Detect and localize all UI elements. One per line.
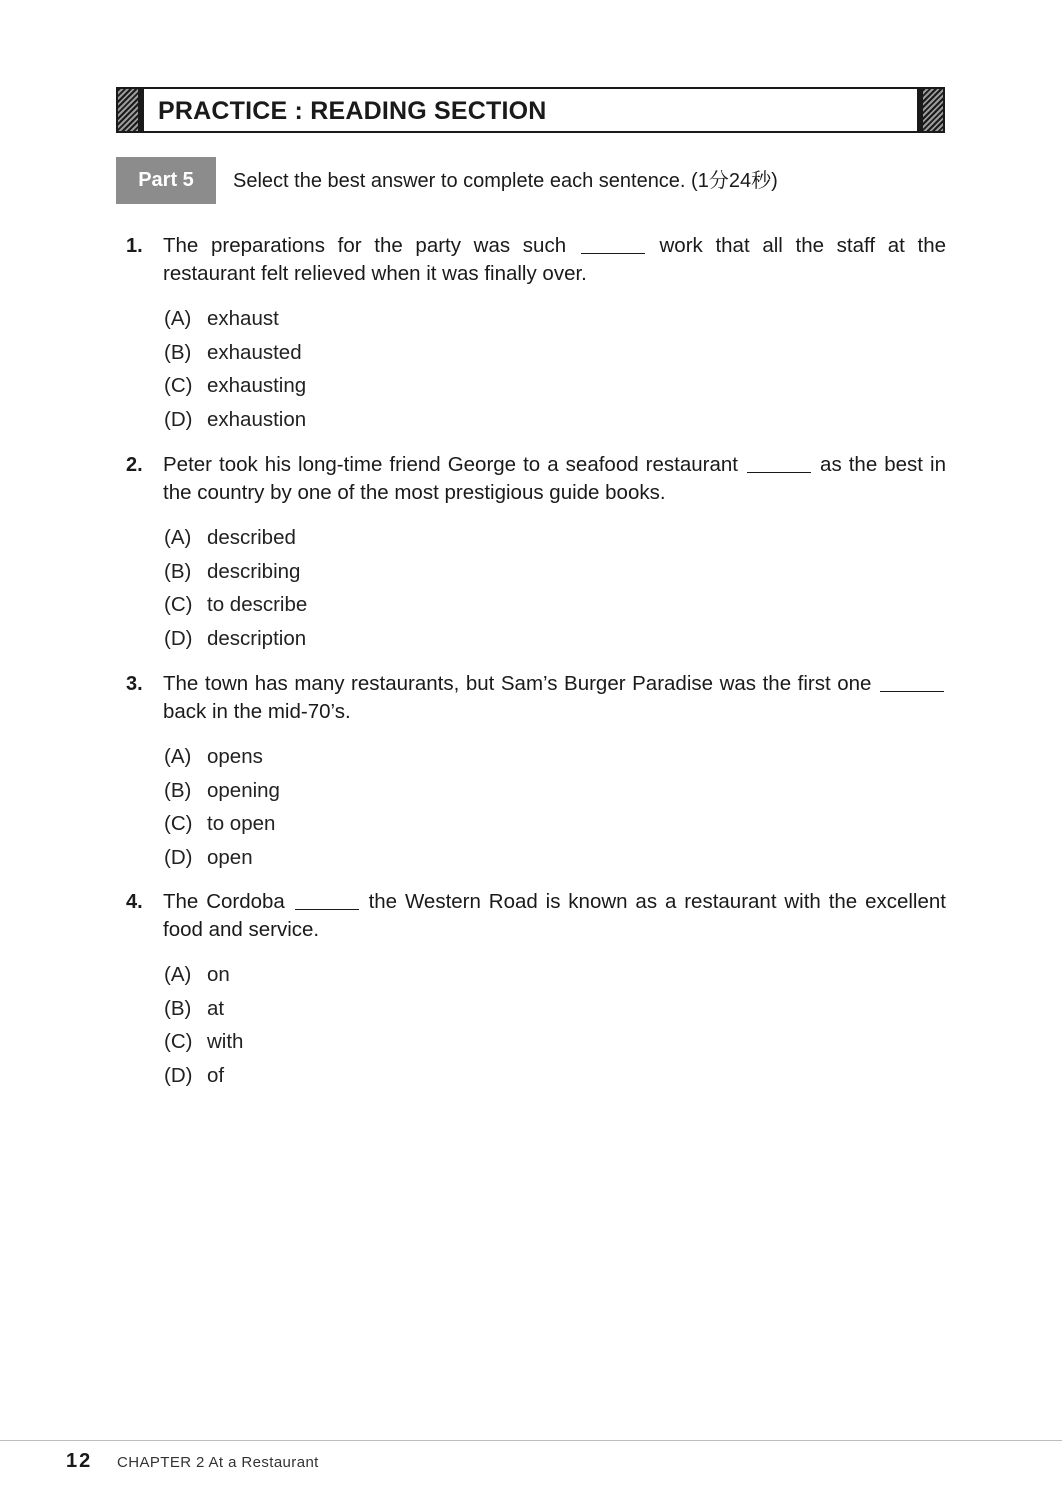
option-d[interactable] bbox=[164, 622, 946, 656]
answer-options bbox=[164, 302, 946, 437]
option-letter: (A) bbox=[164, 963, 192, 986]
option-b[interactable] bbox=[164, 555, 946, 589]
option-a[interactable] bbox=[164, 740, 946, 774]
question-text-before: The Cordoba bbox=[163, 890, 285, 913]
hatch-decoration-left bbox=[118, 89, 138, 131]
option-text: open bbox=[207, 846, 253, 870]
option-text: of bbox=[207, 1064, 225, 1088]
question-text-before: The preparations for the party was such bbox=[163, 234, 567, 257]
answer-blank bbox=[581, 252, 645, 254]
option-text: with bbox=[207, 1030, 244, 1054]
option-text: on bbox=[207, 963, 230, 986]
option-b[interactable] bbox=[164, 336, 946, 370]
option-letter: (A) bbox=[164, 745, 192, 768]
question-4 bbox=[126, 888, 946, 1109]
option-letter: (A) bbox=[164, 526, 192, 549]
question-text-before: The town has many restaurants, but Sam’s Burger Paradise was the first one bbox=[163, 672, 872, 695]
question-text-after: work that all the staff at the restaurant felt relieved when it was finally over. bbox=[163, 234, 946, 285]
option-d[interactable] bbox=[164, 841, 946, 875]
option-text: at bbox=[207, 996, 225, 1020]
option-letter: (C) bbox=[164, 812, 193, 836]
question-number: 2. bbox=[126, 454, 143, 476]
answer-options bbox=[164, 958, 946, 1093]
question-text-after: as the best in the country by one of the most prestigious guide books. bbox=[163, 453, 946, 504]
question-number: 3. bbox=[126, 673, 143, 695]
option-letter: (D) bbox=[164, 1064, 193, 1088]
option-b[interactable] bbox=[164, 774, 946, 808]
option-c[interactable] bbox=[164, 807, 946, 841]
option-c[interactable] bbox=[164, 588, 946, 622]
answer-options bbox=[164, 740, 946, 875]
option-text: description bbox=[207, 627, 307, 651]
header-bar-left bbox=[138, 89, 144, 131]
page-number: 12 bbox=[66, 1450, 93, 1472]
option-text: exhaust bbox=[207, 307, 279, 330]
option-letter: (B) bbox=[164, 340, 192, 364]
option-letter: (B) bbox=[164, 996, 192, 1020]
option-c[interactable] bbox=[164, 369, 946, 403]
option-a[interactable] bbox=[164, 302, 946, 336]
question-number: 1. bbox=[126, 235, 143, 257]
chapter-label: CHAPTER 2 At a Restaurant bbox=[117, 1454, 319, 1471]
question-text bbox=[163, 670, 946, 726]
option-a[interactable] bbox=[164, 958, 946, 992]
option-letter: (C) bbox=[164, 593, 193, 617]
answer-blank bbox=[747, 471, 811, 473]
answer-blank bbox=[880, 690, 944, 692]
hatch-decoration-right bbox=[923, 89, 943, 131]
question-3 bbox=[126, 670, 946, 891]
question-text-after: back in the mid-70’s. bbox=[163, 700, 351, 723]
part-instruction: Select the best answer to complete each sentence. (1分24秒) bbox=[233, 170, 778, 192]
question-1 bbox=[126, 232, 946, 453]
option-text: described bbox=[207, 526, 296, 549]
option-text: exhausting bbox=[207, 374, 307, 398]
option-text: opens bbox=[207, 745, 263, 768]
answer-options bbox=[164, 521, 946, 656]
part-badge: Part 5 bbox=[116, 157, 216, 204]
option-text: to open bbox=[207, 812, 276, 836]
option-letter: (C) bbox=[164, 374, 193, 398]
option-letter: (B) bbox=[164, 559, 192, 583]
option-text: exhausted bbox=[207, 340, 302, 364]
option-letter: (B) bbox=[164, 778, 192, 802]
question-text-before: Peter took his long-time friend George to a seafood restaurant bbox=[163, 453, 738, 476]
option-letter: (A) bbox=[164, 307, 192, 330]
option-text: describing bbox=[207, 559, 301, 583]
option-letter: (C) bbox=[164, 1030, 193, 1054]
question-number: 4. bbox=[126, 891, 143, 913]
question-text bbox=[163, 451, 946, 507]
option-letter: (D) bbox=[164, 846, 193, 870]
option-text: exhaustion bbox=[207, 408, 307, 432]
question-text bbox=[163, 232, 946, 288]
question-text-after: the Western Road is known as a restaurant with the excellent food and service. bbox=[163, 890, 946, 941]
option-b[interactable] bbox=[164, 992, 946, 1026]
question-text bbox=[163, 888, 946, 944]
option-a[interactable] bbox=[164, 521, 946, 555]
option-letter: (D) bbox=[164, 627, 193, 651]
section-title: PRACTICE : READING SECTION bbox=[158, 97, 547, 125]
section-header bbox=[116, 87, 945, 133]
option-d[interactable] bbox=[164, 1059, 946, 1093]
answer-blank bbox=[295, 908, 359, 910]
option-text: to describe bbox=[207, 593, 308, 617]
option-text: opening bbox=[207, 778, 280, 802]
footer-divider bbox=[0, 1440, 1062, 1441]
option-c[interactable] bbox=[164, 1025, 946, 1059]
question-2 bbox=[126, 451, 946, 672]
option-d[interactable] bbox=[164, 403, 946, 437]
option-letter: (D) bbox=[164, 408, 193, 432]
